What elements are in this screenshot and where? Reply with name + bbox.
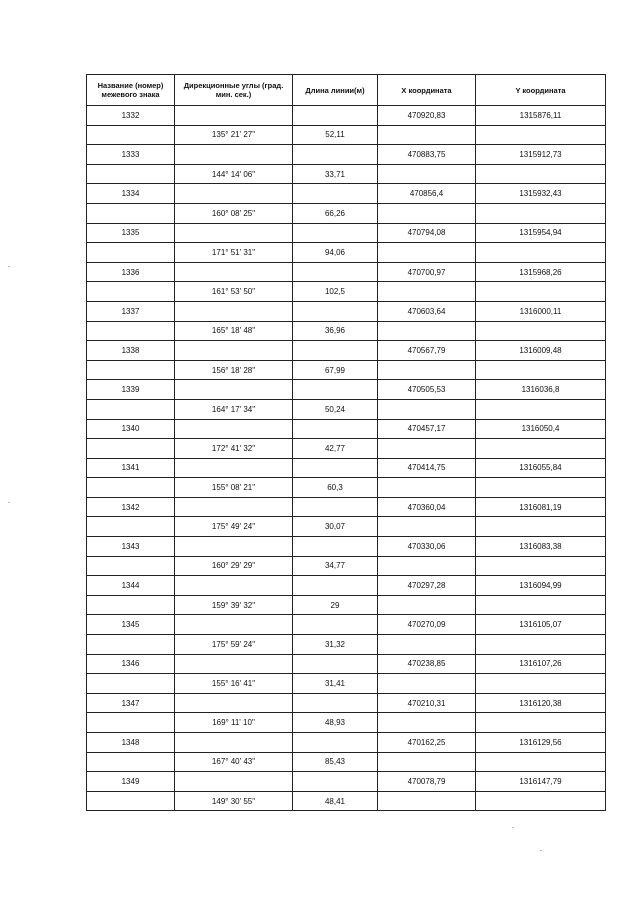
segment-row [87, 791, 606, 811]
empty-cell [378, 243, 476, 263]
empty-cell [87, 203, 175, 223]
point-name-cell: 1340 [87, 419, 175, 439]
empty-cell [476, 243, 606, 263]
line-length-cell: 30,07 [293, 517, 378, 537]
point-name-cell: 1349 [87, 772, 175, 792]
y-coordinate-cell: 1316094,99 [476, 576, 606, 596]
empty-cell [87, 713, 175, 733]
empty-cell [476, 282, 606, 302]
y-coordinate-cell: 1316083,38 [476, 537, 606, 557]
point-row [87, 341, 606, 361]
point-row [87, 106, 606, 126]
point-name-cell: 1339 [87, 380, 175, 400]
empty-cell [175, 615, 293, 635]
empty-cell [293, 380, 378, 400]
empty-cell [87, 164, 175, 184]
line-length-cell: 33,71 [293, 164, 378, 184]
empty-cell [293, 341, 378, 361]
empty-cell [175, 419, 293, 439]
point-row [87, 223, 606, 243]
empty-cell [293, 615, 378, 635]
point-row [87, 772, 606, 792]
direction-angle-cell: 172° 41' 32" [175, 439, 293, 459]
direction-angle-cell: 155° 08' 21" [175, 478, 293, 498]
y-coordinate-cell: 1315876,11 [476, 106, 606, 126]
table-body [87, 106, 606, 811]
line-length-cell: 66,26 [293, 203, 378, 223]
empty-cell [175, 341, 293, 361]
x-coordinate-cell: 470883,75 [378, 145, 476, 165]
y-coordinate-cell: 1315954,94 [476, 223, 606, 243]
segment-row [87, 595, 606, 615]
direction-angle-cell: 160° 08' 25" [175, 203, 293, 223]
point-name-cell: 1334 [87, 184, 175, 204]
point-row [87, 654, 606, 674]
direction-angle-cell: 175° 59' 24" [175, 635, 293, 655]
point-row [87, 615, 606, 635]
empty-cell [293, 497, 378, 517]
y-coordinate-cell: 1316050,4 [476, 419, 606, 439]
empty-cell [378, 752, 476, 772]
y-coordinate-cell: 1316105,07 [476, 615, 606, 635]
direction-angle-cell: 156° 18' 28" [175, 360, 293, 380]
empty-cell [378, 282, 476, 302]
scan-speck [540, 850, 542, 851]
header-direction-angle: Дирекционные углы (град. мин. сек.) [175, 75, 293, 106]
empty-cell [378, 125, 476, 145]
empty-cell [293, 301, 378, 321]
empty-cell [175, 145, 293, 165]
point-row [87, 537, 606, 557]
empty-cell [175, 184, 293, 204]
empty-cell [378, 556, 476, 576]
segment-row [87, 478, 606, 498]
x-coordinate-cell: 470505,53 [378, 380, 476, 400]
empty-cell [476, 399, 606, 419]
empty-cell [175, 576, 293, 596]
empty-cell [476, 203, 606, 223]
empty-cell [378, 360, 476, 380]
empty-cell [476, 517, 606, 537]
empty-cell [378, 635, 476, 655]
empty-cell [87, 321, 175, 341]
point-name-cell: 1343 [87, 537, 175, 557]
point-row [87, 262, 606, 282]
x-coordinate-cell: 470210,31 [378, 693, 476, 713]
point-row [87, 184, 606, 204]
point-name-cell: 1336 [87, 262, 175, 282]
segment-row [87, 556, 606, 576]
direction-angle-cell: 175° 49' 24" [175, 517, 293, 537]
point-name-cell: 1332 [87, 106, 175, 126]
segment-row [87, 125, 606, 145]
segment-row [87, 282, 606, 302]
empty-cell [87, 752, 175, 772]
line-length-cell: 36,96 [293, 321, 378, 341]
empty-cell [378, 791, 476, 811]
point-name-cell: 1342 [87, 497, 175, 517]
x-coordinate-cell: 470078,79 [378, 772, 476, 792]
line-length-cell: 34,77 [293, 556, 378, 576]
empty-cell [476, 164, 606, 184]
line-length-cell: 31,32 [293, 635, 378, 655]
line-length-cell: 29 [293, 595, 378, 615]
point-name-cell: 1333 [87, 145, 175, 165]
direction-angle-cell: 171° 51' 31" [175, 243, 293, 263]
segment-row [87, 713, 606, 733]
direction-angle-cell: 155° 16' 41" [175, 674, 293, 694]
empty-cell [87, 360, 175, 380]
segment-row [87, 203, 606, 223]
direction-angle-cell: 135° 21' 27" [175, 125, 293, 145]
y-coordinate-cell: 1316000,11 [476, 301, 606, 321]
segment-row [87, 164, 606, 184]
segment-row [87, 360, 606, 380]
line-length-cell: 31,41 [293, 674, 378, 694]
x-coordinate-cell: 470603,64 [378, 301, 476, 321]
x-coordinate-cell: 470856,4 [378, 184, 476, 204]
empty-cell [476, 439, 606, 459]
empty-cell [293, 184, 378, 204]
header-line-length: Длина линии(м) [293, 75, 378, 106]
direction-angle-cell: 161° 53' 50" [175, 282, 293, 302]
empty-cell [175, 262, 293, 282]
empty-cell [378, 203, 476, 223]
y-coordinate-cell: 1316147,79 [476, 772, 606, 792]
segment-row [87, 399, 606, 419]
direction-angle-cell: 165° 18' 48" [175, 321, 293, 341]
empty-cell [476, 713, 606, 733]
direction-angle-cell: 149° 30' 55" [175, 791, 293, 811]
y-coordinate-cell: 1316036,8 [476, 380, 606, 400]
direction-angle-cell: 164° 17' 34" [175, 399, 293, 419]
empty-cell [87, 282, 175, 302]
empty-cell [293, 772, 378, 792]
empty-cell [378, 595, 476, 615]
empty-cell [175, 223, 293, 243]
segment-row [87, 752, 606, 772]
empty-cell [87, 439, 175, 459]
empty-cell [293, 223, 378, 243]
segment-row [87, 439, 606, 459]
point-row [87, 733, 606, 753]
point-row [87, 458, 606, 478]
x-coordinate-cell: 470920,83 [378, 106, 476, 126]
scan-speck [512, 827, 514, 828]
empty-cell [87, 635, 175, 655]
point-name-cell: 1347 [87, 693, 175, 713]
line-length-cell: 42,77 [293, 439, 378, 459]
line-length-cell: 52,11 [293, 125, 378, 145]
x-coordinate-cell: 470414,75 [378, 458, 476, 478]
empty-cell [175, 458, 293, 478]
line-length-cell: 50,24 [293, 399, 378, 419]
point-name-cell: 1338 [87, 341, 175, 361]
direction-angle-cell: 169° 11' 10" [175, 713, 293, 733]
direction-angle-cell: 144° 14' 06" [175, 164, 293, 184]
empty-cell [378, 713, 476, 733]
y-coordinate-cell: 1316107,26 [476, 654, 606, 674]
point-name-cell: 1346 [87, 654, 175, 674]
point-row [87, 576, 606, 596]
empty-cell [476, 125, 606, 145]
empty-cell [476, 321, 606, 341]
empty-cell [378, 478, 476, 498]
point-row [87, 380, 606, 400]
segment-row [87, 243, 606, 263]
segment-row [87, 674, 606, 694]
point-row [87, 497, 606, 517]
header-point-name: Название (номер) межевого знака [87, 75, 175, 106]
empty-cell [175, 301, 293, 321]
empty-cell [293, 262, 378, 282]
empty-cell [87, 243, 175, 263]
segment-row [87, 635, 606, 655]
point-row [87, 419, 606, 439]
table-header-row [87, 75, 606, 106]
point-name-cell: 1345 [87, 615, 175, 635]
x-coordinate-cell: 470794,08 [378, 223, 476, 243]
x-coordinate-cell: 470238,85 [378, 654, 476, 674]
point-name-cell: 1344 [87, 576, 175, 596]
empty-cell [175, 106, 293, 126]
empty-cell [293, 733, 378, 753]
empty-cell [175, 733, 293, 753]
y-coordinate-cell: 1316009,48 [476, 341, 606, 361]
empty-cell [476, 752, 606, 772]
x-coordinate-cell: 470162,25 [378, 733, 476, 753]
empty-cell [476, 595, 606, 615]
empty-cell [175, 380, 293, 400]
direction-angle-cell: 160° 29' 29" [175, 556, 293, 576]
empty-cell [87, 399, 175, 419]
line-length-cell: 48,41 [293, 791, 378, 811]
x-coordinate-cell: 470700,97 [378, 262, 476, 282]
line-length-cell: 94,06 [293, 243, 378, 263]
y-coordinate-cell: 1316120,38 [476, 693, 606, 713]
empty-cell [175, 693, 293, 713]
empty-cell [378, 164, 476, 184]
x-coordinate-cell: 470270,09 [378, 615, 476, 635]
direction-angle-cell: 159° 39' 32" [175, 595, 293, 615]
empty-cell [378, 517, 476, 537]
empty-cell [293, 654, 378, 674]
empty-cell [175, 497, 293, 517]
x-coordinate-cell: 470457,17 [378, 419, 476, 439]
empty-cell [293, 106, 378, 126]
empty-cell [87, 595, 175, 615]
point-name-cell: 1337 [87, 301, 175, 321]
empty-cell [476, 360, 606, 380]
y-coordinate-cell: 1316081,19 [476, 497, 606, 517]
empty-cell [175, 654, 293, 674]
empty-cell [378, 399, 476, 419]
empty-cell [87, 674, 175, 694]
point-name-cell: 1341 [87, 458, 175, 478]
empty-cell [476, 635, 606, 655]
empty-cell [476, 791, 606, 811]
line-length-cell: 85,43 [293, 752, 378, 772]
point-row [87, 301, 606, 321]
empty-cell [175, 537, 293, 557]
point-name-cell: 1348 [87, 733, 175, 753]
coordinates-table [86, 74, 606, 811]
scan-speck [8, 266, 10, 267]
x-coordinate-cell: 470567,79 [378, 341, 476, 361]
empty-cell [87, 478, 175, 498]
point-name-cell: 1335 [87, 223, 175, 243]
empty-cell [476, 478, 606, 498]
y-coordinate-cell: 1316055,84 [476, 458, 606, 478]
y-coordinate-cell: 1315968,26 [476, 262, 606, 282]
empty-cell [175, 772, 293, 792]
point-row [87, 145, 606, 165]
line-length-cell: 48,93 [293, 713, 378, 733]
empty-cell [293, 419, 378, 439]
empty-cell [378, 674, 476, 694]
point-row [87, 693, 606, 713]
empty-cell [87, 556, 175, 576]
empty-cell [87, 791, 175, 811]
empty-cell [293, 537, 378, 557]
x-coordinate-cell: 470360,04 [378, 497, 476, 517]
empty-cell [476, 556, 606, 576]
empty-cell [378, 321, 476, 341]
line-length-cell: 67,99 [293, 360, 378, 380]
header-x-coordinate: X координата [378, 75, 476, 106]
empty-cell [293, 458, 378, 478]
segment-row [87, 321, 606, 341]
empty-cell [293, 576, 378, 596]
line-length-cell: 102,5 [293, 282, 378, 302]
empty-cell [87, 125, 175, 145]
empty-cell [476, 674, 606, 694]
y-coordinate-cell: 1316129,56 [476, 733, 606, 753]
header-y-coordinate: Y координата [476, 75, 606, 106]
scan-speck [8, 502, 10, 503]
y-coordinate-cell: 1315912,73 [476, 145, 606, 165]
empty-cell [293, 693, 378, 713]
empty-cell [293, 145, 378, 165]
empty-cell [87, 517, 175, 537]
y-coordinate-cell: 1315932,43 [476, 184, 606, 204]
line-length-cell: 60,3 [293, 478, 378, 498]
x-coordinate-cell: 470297,28 [378, 576, 476, 596]
segment-row [87, 517, 606, 537]
empty-cell [378, 439, 476, 459]
direction-angle-cell: 167° 40' 43" [175, 752, 293, 772]
x-coordinate-cell: 470330,06 [378, 537, 476, 557]
